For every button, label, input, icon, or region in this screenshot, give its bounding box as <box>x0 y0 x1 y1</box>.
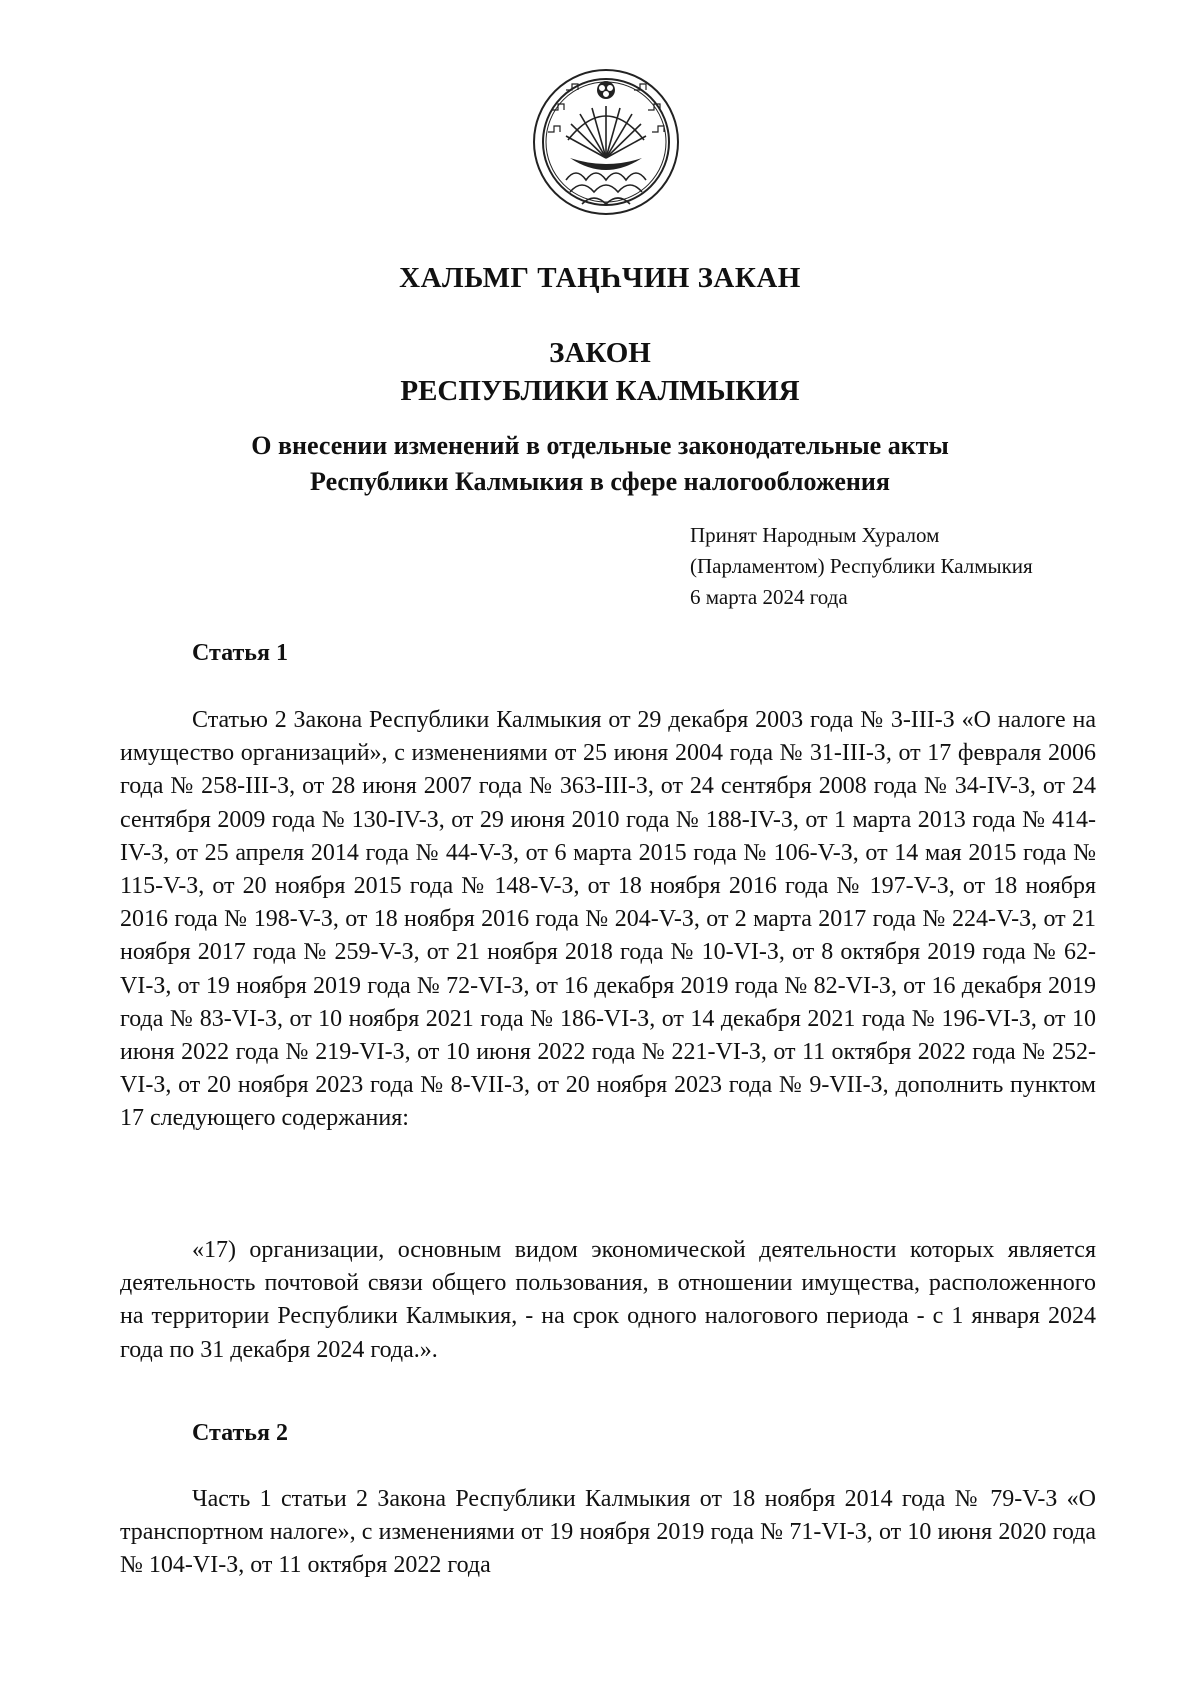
law-subject <box>0 428 1200 500</box>
adoption-line-2: (Парламентом) Республики Калмыкия <box>690 554 1033 578</box>
kalmykia-coat-of-arms-icon <box>526 62 686 222</box>
title-kalmyk: ХАЛЬМГ ТАҢҺЧИН ЗАКАН <box>399 262 801 294</box>
law-subject-line-2: Республики Калмыкия в сфере налогообложения <box>310 467 890 496</box>
article-1-paragraph: Статью 2 Закона Республики Калмыкия от 29 декабря 2003 года № 3-III-З «О налоге на имущество организаций», с изменениями от 25 июня 2004 года № 31-III-З, от 17 февраля 2006 года № 258-III-З, от 28 июня 2007 года № 363-III-З, от 24 сентября 2008 года № 34-IV-З, от 24 сентября 2009 года № 130-IV-З, от 29 июня 2010 года № 188-IV-З, от 1 марта 2013 года № 414-IV-З, от 25 апреля 2014 года № 44-V-З, от 6 марта 2015 года № 106-V-З, от 14 мая 2015 года № 115-V-З, от 20 ноября 2015 года № 148-V-З, от 18 ноября 2016 года № 197-V-З, от 18 ноября 2016 года № 198-V-З, от 18 ноября 2016 года № 204-V-З, от 2 марта 2017 года № 224-V-З, от 21 ноября 2017 года № 259-V-З, от 21 ноября 2018 года № 10-VI-З, от 8 октября 2019 года № 62-VI-З, от 19 ноября 2019 года № 72-VI-З, от 16 декабря 2019 года № 82-VI-З, от 16 декабря 2019 года № 83-VI-З, от 10 ноября 2021 года № 186-VI-З, от 14 декабря 2021 года № 196-VI-З, от 10 июня 2022 года № 219-VI-З, от 10 июня 2022 года № 221-VI-З, от 11 октября 2022 года № 252-VI-З, от 20 ноября 2023 года № 8-VII-З, от 20 ноября 2023 года № 9-VII-З, дополнить пунктом 17 следующего содержания: <box>120 707 1096 1132</box>
article-1-heading: Статья 1 <box>192 640 288 666</box>
law-title-line-1: ЗАКОН <box>549 337 651 369</box>
article-2-heading: Статья 2 <box>192 1420 288 1446</box>
article-1-quoted-item: «17) организации, основным видом экономической деятельности которых является деятельность почтовой связи общего пользования, в отношении имущества, расположенного на территории Республики Калмыкия, - на срок одного налогового периода - с 1 января 2024 года по 31 декабря 2024 года.». <box>120 1237 1096 1363</box>
adoption-note <box>690 520 1033 613</box>
law-subject-line-1: О внесении изменений в отдельные законодательные акты <box>251 431 949 460</box>
law-title-line-2: РЕСПУБЛИКИ КАЛМЫКИЯ <box>400 375 800 407</box>
adoption-date: 6 марта 2024 года <box>690 585 848 609</box>
law-title <box>0 334 1200 410</box>
adoption-line-1: Принят Народным Хуралом <box>690 523 940 547</box>
article-2-paragraph: Часть 1 статьи 2 Закона Республики Калмыкия от 18 ноября 2014 года № 79-V-З «О транспортном налоге», с изменениями от 19 ноября 2019 года № 71-VI-З, от 10 июня 2020 года № 104-VI-З, от 11 октября 2022 года <box>120 1486 1096 1579</box>
